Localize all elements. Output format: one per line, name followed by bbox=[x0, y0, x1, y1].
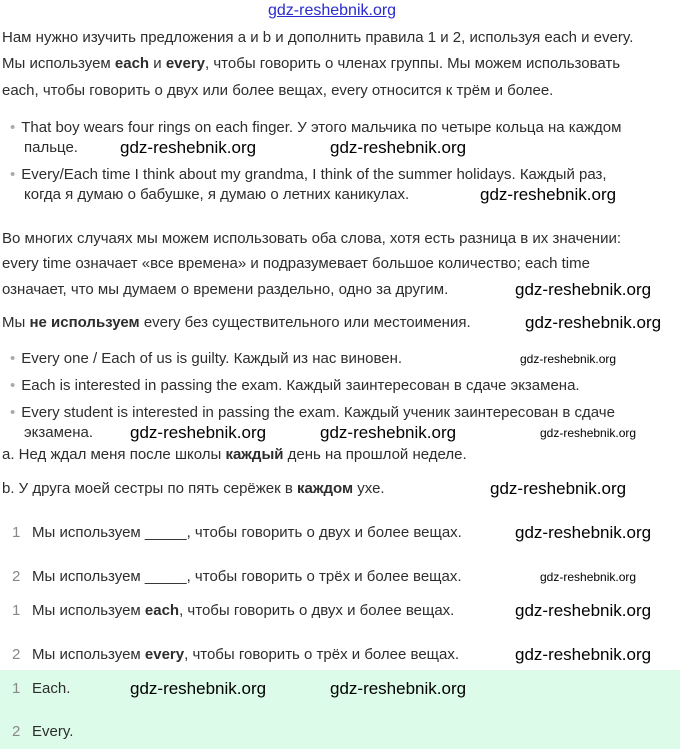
list-item: • Every one / Each of us is guilty. Каждый из нас виновен. bbox=[10, 350, 403, 367]
text: That boy wears four rings on each finger. У этого мальчика по четыре кольца на каждом bbox=[21, 119, 622, 136]
watermark: gdz-reshebnik.org bbox=[515, 280, 652, 299]
item-number: 2 bbox=[12, 646, 21, 663]
list-item: • Every student is interested in passing the exam. Каждый ученик заинтересован в сдаче bbox=[10, 404, 615, 421]
text: и bbox=[149, 55, 166, 72]
text: Each is interested in passing the exam. Каждый заинтересован в сдаче экзамена. bbox=[21, 377, 580, 394]
text: , чтобы говорить о двух и более вещах. bbox=[179, 602, 455, 619]
text: не используем bbox=[29, 314, 140, 331]
paragraph-line: Во многих случаях мы можем использовать оба слова, хотя есть разница в их значении: bbox=[2, 230, 621, 247]
paragraph bbox=[2, 54, 620, 74]
sentence-b bbox=[2, 479, 385, 499]
watermark: gdz-reshebnik.org bbox=[330, 138, 467, 157]
watermark: gdz-reshebnik.org bbox=[320, 423, 457, 442]
text: каждом bbox=[297, 480, 354, 497]
paragraph bbox=[2, 313, 471, 333]
text: Мы используем _____, чтобы говорить о трёх и более вещах. bbox=[32, 568, 462, 585]
paragraph-line: означает, что мы думаем о времени раздельно, одно за другим. bbox=[2, 281, 449, 298]
text: Мы используем _____, чтобы говорить о двух и более вещах. bbox=[32, 524, 462, 541]
text: , чтобы говорить о трёх и более вещах. bbox=[184, 646, 460, 663]
text: Мы используем bbox=[32, 646, 145, 663]
watermark: gdz-reshebnik.org bbox=[515, 645, 652, 664]
watermark: gdz-reshebnik.org bbox=[130, 679, 267, 698]
text: a. Нед ждал меня после школы bbox=[2, 446, 226, 463]
watermark: gdz-reshebnik.org bbox=[330, 679, 467, 698]
text: Every. bbox=[32, 723, 74, 740]
text: Every/Each time I think about my grandma, I think of the summer holidays. Каждый раз, bbox=[21, 166, 607, 183]
watermark: gdz-reshebnik.org bbox=[480, 185, 617, 204]
list-item: • That boy wears four rings on each finger. У этого мальчика по четыре кольца на каждом bbox=[10, 119, 622, 136]
sentence-a bbox=[2, 445, 467, 465]
text: день на прошлой неделе. bbox=[283, 446, 467, 463]
watermark: gdz-reshebnik.org bbox=[268, 2, 397, 19]
text: Мы bbox=[2, 314, 30, 331]
watermark: gdz-reshebnik.org bbox=[130, 423, 267, 442]
text: Мы используем bbox=[32, 602, 145, 619]
watermark: gdz-reshebnik.org bbox=[515, 523, 652, 542]
list-item: • Every/Each time I think about my grandma, I think of the summer holidays. Каждый раз, bbox=[10, 166, 607, 183]
text: каждый bbox=[225, 446, 284, 463]
paragraph-line: every time означает «все времена» и подразумевает большое количество; each time bbox=[2, 255, 590, 272]
text: Мы используем bbox=[2, 55, 115, 72]
list-item-cont: когда я думаю о бабушке, я думаю о летних каникулах. bbox=[24, 186, 410, 203]
text: Every one / Each of us is guilty. Каждый из нас виновен. bbox=[21, 350, 403, 367]
text: , чтобы говорить о членах группы. Мы можем использовать bbox=[205, 55, 621, 72]
text: Each. bbox=[32, 680, 71, 697]
list-item-cont: пальце. bbox=[24, 139, 78, 156]
item-number: 1 bbox=[12, 524, 21, 541]
watermark: gdz-reshebnik.org bbox=[520, 352, 617, 366]
watermark: gdz-reshebnik.org bbox=[120, 138, 257, 157]
text: every без существительного или местоимения. bbox=[139, 314, 471, 331]
watermark: gdz-reshebnik.org bbox=[515, 601, 652, 620]
text: ухе. bbox=[353, 480, 385, 497]
item-number: 1 bbox=[12, 680, 21, 697]
text: each bbox=[114, 55, 150, 72]
text: Every student is interested in passing the exam. Каждый ученик заинтересован в сдаче bbox=[21, 404, 615, 421]
list-item: • Each is interested in passing the exam. Каждый заинтересован в сдаче экзамена. bbox=[10, 377, 580, 394]
text: each bbox=[144, 602, 180, 619]
item-number: 2 bbox=[12, 723, 21, 740]
text: every bbox=[144, 646, 185, 663]
watermark: gdz-reshebnik.org bbox=[540, 570, 637, 584]
watermark: gdz-reshebnik.org bbox=[490, 479, 627, 498]
text: b. У друга моей сестры по пять серёжек в bbox=[2, 480, 297, 497]
text: every bbox=[165, 55, 206, 72]
paragraph-line: each, чтобы говорить о двух или более вещах, every относится к трём и более. bbox=[2, 82, 554, 99]
intro-text: Нам нужно изучить предложения a и b и дополнить правила 1 и 2, используя each и every. bbox=[2, 29, 634, 46]
watermark: gdz-reshebnik.org bbox=[540, 426, 637, 440]
item-number: 1 bbox=[12, 602, 21, 619]
list-item-cont: экзамена. bbox=[24, 424, 94, 441]
item-number: 2 bbox=[12, 568, 21, 585]
watermark: gdz-reshebnik.org bbox=[525, 313, 662, 332]
